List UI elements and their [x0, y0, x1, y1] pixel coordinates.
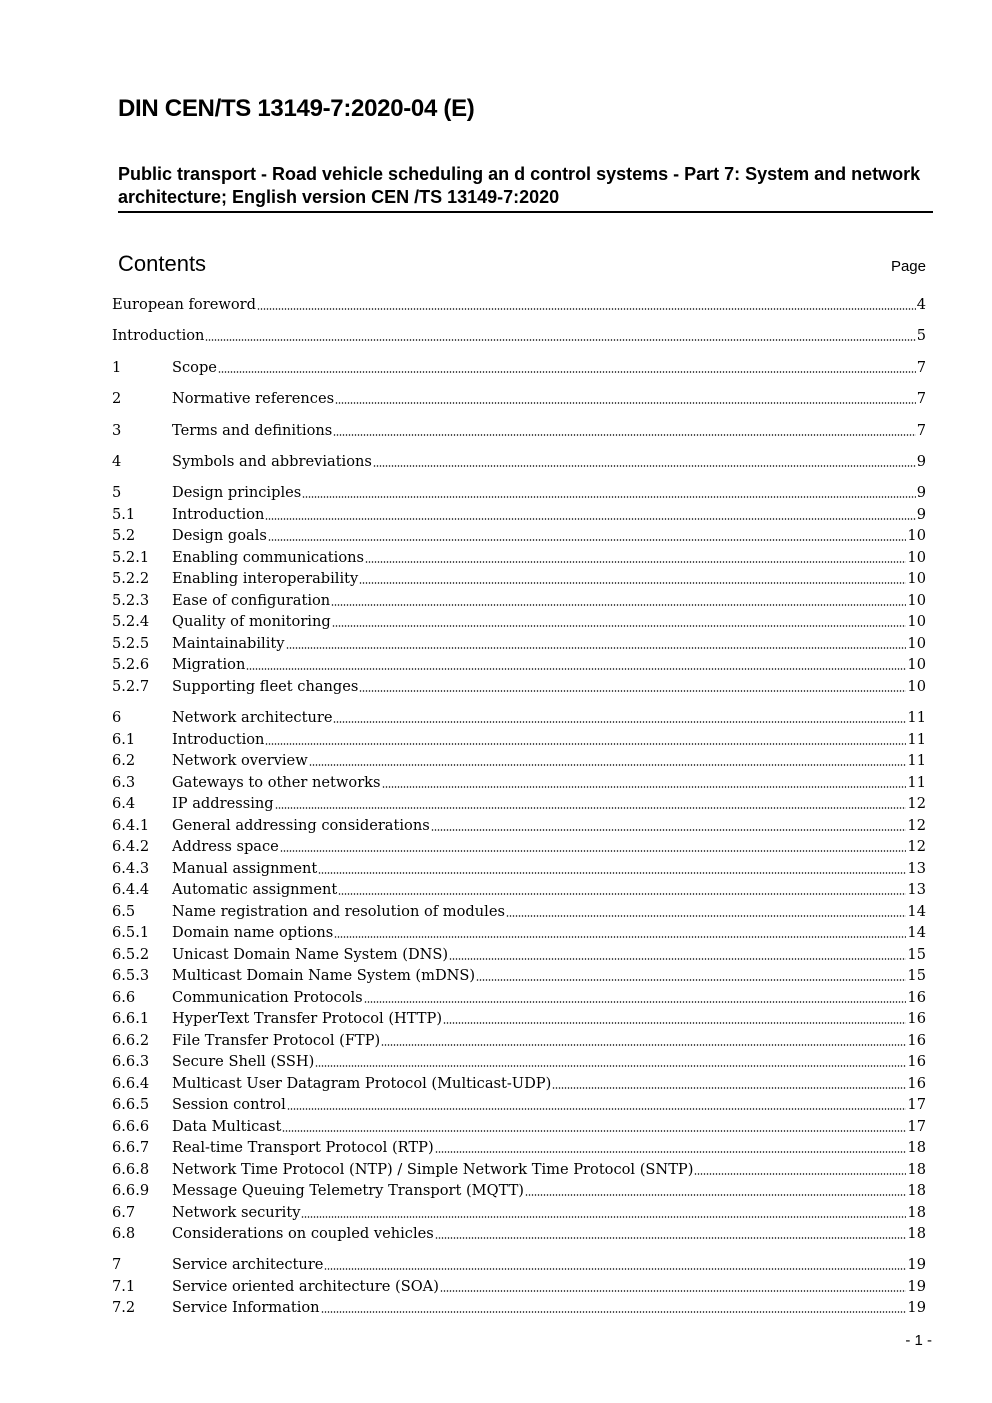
toc-entry[interactable]: [112, 389, 926, 409]
toc-entry-page: 18: [907, 1225, 926, 1242]
toc-entry-title: Automatic assignment: [172, 881, 338, 898]
toc-entry-title: Considerations on coupled vehicles: [172, 1225, 434, 1242]
toc-entry-title: Maintainability: [172, 635, 285, 652]
dot-leader: [315, 1065, 906, 1067]
toc-entry-title: Real-time Transport Protocol (RTP): [172, 1139, 434, 1156]
dot-leader: [301, 1216, 906, 1218]
toc-entry[interactable]: [112, 751, 926, 771]
toc-entry-title: Introduction: [172, 731, 265, 748]
toc-entry[interactable]: [112, 526, 926, 546]
toc-entry-page: 17: [907, 1096, 926, 1113]
toc-entry[interactable]: [112, 730, 926, 750]
toc-entry-page: 10: [907, 570, 926, 587]
toc-entry-number: 6.4.2: [112, 838, 150, 855]
toc-entry-page: 10: [907, 613, 926, 630]
toc-entry-number: 6.6.4: [112, 1075, 150, 1092]
toc-entry[interactable]: [112, 634, 926, 654]
dot-leader: [268, 539, 907, 541]
dot-leader: [525, 1194, 906, 1196]
toc-entry-title: European foreword: [112, 296, 256, 313]
toc-entry-page: 7: [916, 390, 926, 407]
toc-entry-page: 9: [916, 484, 926, 501]
toc-entry-title: Symbols and abbreviations: [172, 453, 372, 470]
dot-leader: [435, 1151, 907, 1153]
toc-entry-number: 6.3: [112, 774, 136, 791]
contents-heading: Contents: [118, 251, 207, 276]
dot-leader: [257, 308, 916, 310]
dot-leader: [265, 518, 915, 520]
toc-entry-number: 6.6.7: [112, 1139, 150, 1156]
page-column-label: Page: [890, 258, 926, 275]
toc-entry-number: 5.2.6: [112, 656, 150, 673]
dot-leader: [335, 402, 916, 404]
toc-entry-number: 6.4: [112, 795, 136, 812]
toc-entry[interactable]: [112, 1224, 926, 1244]
toc-entry-page: 18: [907, 1161, 926, 1178]
toc-entry-title: Secure Shell (SSH): [172, 1053, 315, 1070]
toc-entry-page: 9: [916, 453, 926, 470]
toc-entry-number: 6.6.6: [112, 1118, 150, 1135]
dot-leader: [431, 829, 907, 831]
toc-entry-number: 6.5.1: [112, 924, 150, 941]
toc-entry-number: 5.2.5: [112, 635, 150, 652]
toc-entry[interactable]: [112, 1052, 926, 1072]
toc-entry-page: 7: [916, 359, 926, 376]
toc-entry-number: 4: [112, 453, 122, 470]
toc-entry-page: 12: [907, 817, 926, 834]
dot-leader: [552, 1087, 906, 1089]
dot-leader: [373, 465, 916, 467]
toc-entry-page: 13: [907, 881, 926, 898]
toc-entry-title: Scope: [172, 359, 217, 376]
toc-entry-page: 17: [907, 1118, 926, 1135]
toc-entry-title: Session control: [172, 1096, 286, 1113]
dot-leader: [435, 1237, 907, 1239]
toc-entry-page: 19: [907, 1278, 926, 1295]
dot-leader: [333, 434, 915, 436]
toc-entry-number: 7.1: [112, 1278, 136, 1295]
toc-entry-page: 10: [907, 656, 926, 673]
toc-entry-title: Enabling interoperability: [172, 570, 359, 587]
toc-entry-title: General addressing considerations: [172, 817, 430, 834]
toc-entry[interactable]: [112, 1160, 926, 1180]
dot-leader: [286, 647, 907, 649]
toc-entry-title: Design goals: [172, 527, 267, 544]
toc-entry[interactable]: [112, 1277, 926, 1297]
toc-entry-title: Address space: [172, 838, 279, 855]
toc-entry-title: Gateways to other networks: [172, 774, 381, 791]
dot-leader: [265, 743, 906, 745]
toc-entry-number: 6.6.2: [112, 1032, 150, 1049]
toc-entry-number: 6: [112, 709, 122, 726]
toc-entry-number: 1: [112, 359, 122, 376]
toc-entry-title: Introduction: [112, 327, 205, 344]
toc-entry-title: Name registration and resolution of modules: [172, 903, 505, 920]
dot-leader: [476, 979, 906, 981]
dot-leader: [364, 1001, 907, 1003]
dot-leader: [449, 958, 906, 960]
toc-entry[interactable]: [112, 358, 926, 378]
toc-entry[interactable]: [112, 923, 926, 943]
dot-leader: [359, 690, 906, 692]
toc-entry[interactable]: [112, 326, 926, 346]
toc-entry-page: 4: [916, 296, 926, 313]
toc-entry[interactable]: [112, 1203, 926, 1223]
toc-entry[interactable]: [112, 1031, 926, 1051]
toc-entry[interactable]: [112, 505, 926, 525]
toc-entry-title: Introduction: [172, 506, 265, 523]
toc-entry-number: 5.2.2: [112, 570, 150, 587]
toc-entry-title: Network overview: [172, 752, 308, 769]
toc-entry-page: 9: [916, 506, 926, 523]
toc-entry-number: 5.1: [112, 506, 136, 523]
toc-entry-page: 10: [907, 527, 926, 544]
toc-entry-page: 7: [916, 422, 926, 439]
toc-entry-number: 5.2: [112, 527, 136, 544]
toc-entry-title: File Transfer Protocol (FTP): [172, 1032, 381, 1049]
toc-entry[interactable]: [112, 1298, 926, 1318]
toc-entry[interactable]: [112, 677, 926, 697]
toc-entry-page: 10: [907, 592, 926, 609]
toc-entry-page: 10: [907, 635, 926, 652]
toc-entry-page: 11: [907, 774, 926, 791]
toc-entry-number: 6.8: [112, 1225, 136, 1242]
toc-entry-number: 6.5.2: [112, 946, 150, 963]
toc-entry-page: 11: [907, 731, 926, 748]
toc-entry-number: 5.2.4: [112, 613, 150, 630]
toc-entry-number: 2: [112, 390, 122, 407]
toc-entry-number: 5.2.3: [112, 592, 150, 609]
toc-entry-title: Network architecture: [172, 709, 333, 726]
dot-leader: [218, 371, 916, 373]
dot-leader: [440, 1290, 907, 1292]
toc-entry-page: 16: [907, 1032, 926, 1049]
toc-entry-page: 19: [907, 1256, 926, 1273]
toc-entry-title: Multicast User Datagram Protocol (Multicast-UDP): [172, 1075, 552, 1092]
dot-leader: [443, 1022, 906, 1024]
toc-entry-title: Network security: [172, 1204, 301, 1221]
dot-leader: [282, 1130, 906, 1132]
toc-entry-number: 6.2: [112, 752, 136, 769]
toc-entry-number: 7.2: [112, 1299, 136, 1316]
toc-entry[interactable]: [112, 1095, 926, 1115]
toc-entry-page: 11: [907, 752, 926, 769]
toc-entry-title: Terms and definitions: [172, 422, 333, 439]
dot-leader: [365, 561, 906, 563]
dot-leader: [506, 915, 906, 917]
toc-entry-page: 10: [907, 549, 926, 566]
toc-entry-title: Multicast Domain Name System (mDNS): [172, 967, 476, 984]
toc-entry[interactable]: [112, 1138, 926, 1158]
toc-entry[interactable]: [112, 837, 926, 857]
dot-leader: [302, 496, 915, 498]
document-subtitle: Public transport - Road vehicle scheduling an d control systems - Part 7: System and network architecture; English version CEN /TS 13149-7:2020: [118, 163, 933, 213]
footer-page-number: - 1 -: [905, 1332, 932, 1349]
toc-entry-page: 18: [907, 1204, 926, 1221]
toc-entry-number: 6.1: [112, 731, 136, 748]
toc-entry-number: 6.6.3: [112, 1053, 150, 1070]
toc-entry-title: Communication Protocols: [172, 989, 363, 1006]
toc-entry-page: 18: [907, 1182, 926, 1199]
toc-entry-title: Service oriented architecture (SOA): [172, 1278, 439, 1295]
toc-entry-page: 14: [907, 903, 926, 920]
dot-leader: [333, 721, 906, 723]
toc-entry-page: 14: [907, 924, 926, 941]
document-title: DIN CEN/TS 13149-7:2020-04 (E): [118, 95, 475, 122]
toc-entry[interactable]: [112, 988, 926, 1008]
dot-leader: [331, 604, 906, 606]
toc-entry-number: 6.6: [112, 989, 136, 1006]
dot-leader: [381, 1044, 906, 1046]
toc-entry-title: Service architecture: [172, 1256, 324, 1273]
toc-entry-title: Supporting fleet changes: [172, 678, 359, 695]
toc-entry[interactable]: [112, 295, 926, 315]
toc-entry[interactable]: [112, 1181, 926, 1201]
toc-entry-title: Unicast Domain Name System (DNS): [172, 946, 449, 963]
toc-entry-title: Migration: [172, 656, 246, 673]
toc-entry-number: 6.4.1: [112, 817, 150, 834]
toc-entry-page: 11: [907, 709, 926, 726]
toc-entry-number: 3: [112, 422, 122, 439]
toc-entry-title: Network Time Protocol (NTP) / Simple Network Time Protocol (SNTP): [172, 1161, 694, 1178]
toc-entry-number: 6.6.9: [112, 1182, 150, 1199]
toc-entry-title: Quality of monitoring: [172, 613, 331, 630]
toc-entry[interactable]: [112, 612, 926, 632]
toc-entry-title: HyperText Transfer Protocol (HTTP): [172, 1010, 443, 1027]
toc-entry[interactable]: [112, 569, 926, 589]
toc-entry[interactable]: [112, 1117, 926, 1137]
toc-entry-page: 5: [916, 327, 926, 344]
toc-entry-page: 16: [907, 1053, 926, 1070]
toc-entry-title: Normative references: [172, 390, 335, 407]
toc-entry[interactable]: [112, 591, 926, 611]
toc-entry-page: 12: [907, 838, 926, 855]
toc-entry-number: 6.7: [112, 1204, 136, 1221]
toc-entry[interactable]: [112, 483, 926, 503]
toc-entry-number: 6.5.3: [112, 967, 150, 984]
dot-leader: [382, 786, 907, 788]
toc-entry-number: 6.4.3: [112, 860, 150, 877]
toc-entry[interactable]: [112, 859, 926, 879]
toc-entry-page: 16: [907, 1010, 926, 1027]
dot-leader: [205, 339, 915, 341]
toc-entry-page: 13: [907, 860, 926, 877]
toc-entry-page: 15: [907, 967, 926, 984]
toc-entry-title: Ease of configuration: [172, 592, 331, 609]
toc-entry-number: 6.6.1: [112, 1010, 150, 1027]
toc-entry-page: 15: [907, 946, 926, 963]
toc-entry-title: Design principles: [172, 484, 302, 501]
dot-leader: [309, 764, 907, 766]
toc-entry-page: 16: [907, 1075, 926, 1092]
toc-entry-number: 5.2.1: [112, 549, 150, 566]
toc-entry-page: 19: [907, 1299, 926, 1316]
toc-entry-title: Domain name options: [172, 924, 334, 941]
toc-entry-number: 6.4.4: [112, 881, 150, 898]
dot-leader: [280, 850, 907, 852]
toc-entry-title: Service Information: [172, 1299, 320, 1316]
toc-entry-number: 6.5: [112, 903, 136, 920]
toc-entry-number: 6.6.8: [112, 1161, 150, 1178]
dot-leader: [334, 936, 906, 938]
toc-entry[interactable]: [112, 880, 926, 900]
toc-entry[interactable]: [112, 548, 926, 568]
toc-entry[interactable]: [112, 452, 926, 472]
toc-entry-page: 12: [907, 795, 926, 812]
toc-entry[interactable]: [112, 1255, 926, 1275]
toc-entry[interactable]: [112, 1009, 926, 1029]
toc-entry-title: IP addressing: [172, 795, 274, 812]
toc-entry-number: 7: [112, 1256, 122, 1273]
toc-entry[interactable]: [112, 794, 926, 814]
toc-entry[interactable]: [112, 655, 926, 675]
toc-entry-title: Enabling communications: [172, 549, 364, 566]
toc-entry[interactable]: [112, 945, 926, 965]
dot-leader: [332, 625, 907, 627]
toc-entry-title: Manual assignment: [172, 860, 318, 877]
dot-leader: [287, 1108, 907, 1110]
toc-entry-number: 6.6.5: [112, 1096, 150, 1113]
toc-entry[interactable]: [112, 816, 926, 836]
toc-entry-page: 16: [907, 989, 926, 1006]
toc-entry[interactable]: [112, 708, 926, 728]
toc-entry-title: Data Multicast: [172, 1118, 282, 1135]
dot-leader: [324, 1268, 906, 1270]
dot-leader: [275, 807, 907, 809]
toc-entry[interactable]: [112, 421, 926, 441]
dot-leader: [694, 1173, 906, 1175]
toc-entry[interactable]: [112, 966, 926, 986]
dot-leader: [246, 668, 906, 670]
toc-entry-number: 5.2.7: [112, 678, 150, 695]
toc-entry-title: Message Queuing Telemetry Transport (MQTT): [172, 1182, 525, 1199]
toc-entry[interactable]: [112, 773, 926, 793]
dot-leader: [338, 893, 906, 895]
toc-entry-page: 18: [907, 1139, 926, 1156]
dot-leader: [318, 872, 906, 874]
toc-entry-number: 5: [112, 484, 122, 501]
toc-entry-page: 10: [907, 678, 926, 695]
dot-leader: [359, 582, 906, 584]
dot-leader: [321, 1311, 907, 1313]
toc-entry[interactable]: [112, 902, 926, 922]
toc-entry[interactable]: [112, 1074, 926, 1094]
